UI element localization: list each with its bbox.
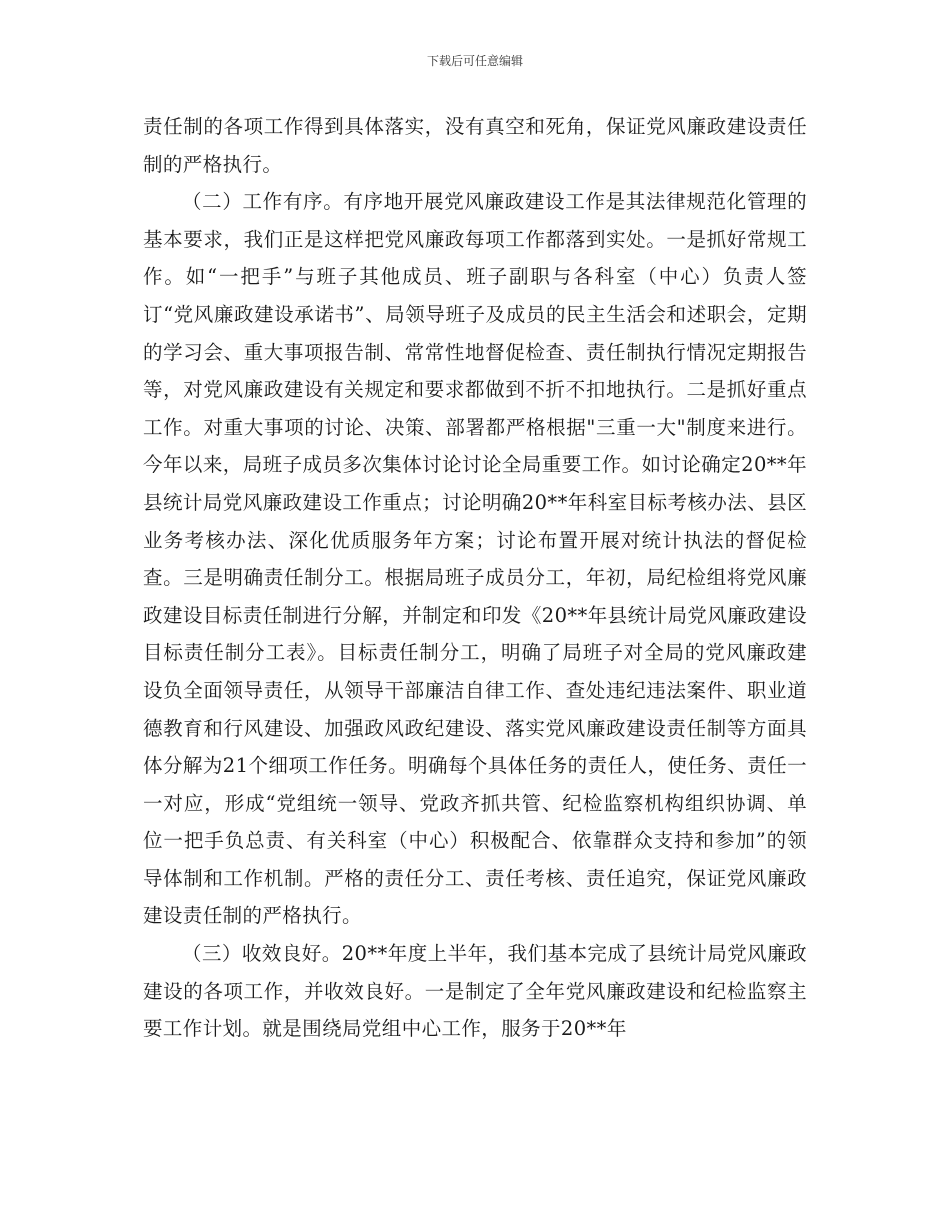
page-header: 下载后可任意编辑 [426, 54, 523, 68]
paragraph-continuation: 责任制的各项工作得到具体落实，没有真空和死角，保证党风廉政建设责任制的严格执行。 [143, 115, 807, 176]
paragraph-section-two: （二）工作有序。有序地开展党风廉政建设工作是其法律规范化管理的基本要求，我们正是这样把党风廉政每项工作都落到实处。一是抓好常规工作。如“一把手”与班子其他成员、班子副职与各科室（中心）负责人签订“党风廉政建设承诺书”、局领导班子及成员的民主生活会和述职会，定期的学习会、重大事项报告制、常常性地督促检查、责任制执行情况定期报告等，对党风廉政建设有关规定和要求都做到不折不扣地执行。二是抓好重点工作。对重大事项的讨论、决策、部署都严格根据"三重一大"制度来进行。今年以来，局班子成员多次集体讨论讨论全局重要工作。如讨论确定20**年县统计局党风廉政建设工作重点；讨论明确20**年科室目标考核办法、县区业务考核办法、深化优质服务年方案；讨论布置开展对统计执法的督促检查。三是明确责任制分工。根据局班子成员分工，年初，局纪检组将党风廉政建设目标责任制进行分解，并制定和印发《20**年县统计局党风廉政建设目标责任制分工表》。目标责任制分工，明确了局班子对全局的党风廉政建设负全面领导责任，从领导干部廉洁自律工作、查处违纪违法案件、职业道德教育和行风建设、加强政风政纪建设、落实党风廉政建设责任制等方面具体分解为21个细项工作任务。明确每个具体任务的责任人，使任务、责任一一对应，形成“党组统一领导、党政齐抓共管、纪检监察机构组织协调、单位一把手负总责、有关科室（中心）积极配合、依靠群众支持和参加”的领导体制和工作机制。严格的责任分工、责任考核、责任追究，保证党风廉政建设责任制的严格执行。 [143, 190, 807, 928]
paragraph-section-three: （三）收效良好。20**年度上半年，我们基本完成了县统计局党风廉政建设的各项工作，并收效良好。一是制定了全年党风廉政建设和纪检监察主要工作计划。就是围绕局党组中心工作，服务于20**年 [143, 942, 807, 1041]
document-body [143, 108, 807, 1048]
